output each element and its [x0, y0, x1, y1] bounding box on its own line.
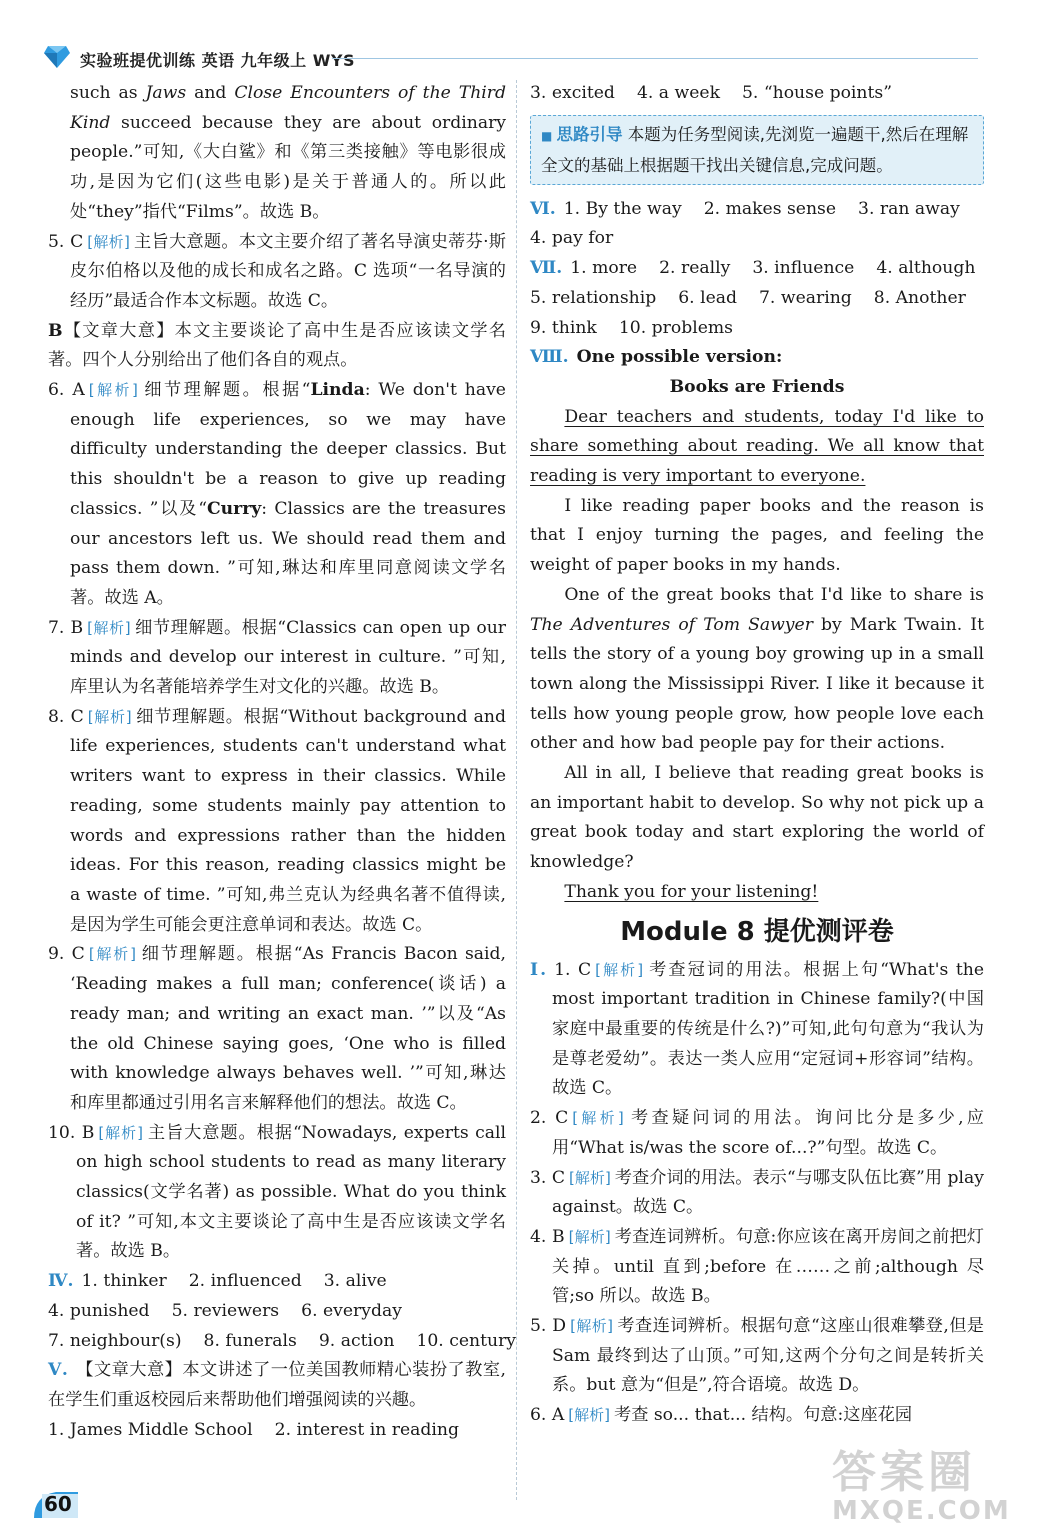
section-4-numeral: Ⅳ.: [48, 1271, 74, 1292]
section-5-summary: Ⅴ. 【文章大意】本文讲述了一位美国教师精心装扮了教室,在学生们重返校园后来帮助他们增强阅读的兴趣。: [48, 1360, 506, 1410]
passage-b-summary: B【文章大意】本文主要谈论了高中生是否应该读文学名著。四个人分别给出了他们各自的观点。: [48, 320, 506, 371]
column-divider: [516, 80, 517, 1500]
essay-paragraph-1: Dear teachers and students, today I'd like to share something about reading. We all know that reading is very important to everyone.: [530, 406, 984, 487]
analysis-tag: [ 解析 ]: [569, 1169, 611, 1187]
section-7-numeral: Ⅶ.: [530, 258, 563, 279]
watermark-bottom: MXQE.COM: [832, 1496, 1011, 1526]
left-column: [48, 79, 517, 1445]
analysis-tag: [ 解析 ]: [568, 1406, 610, 1424]
analysis-tag: [ 解析 ]: [570, 1317, 613, 1335]
hint-label: ■ 思路引导: [541, 125, 623, 144]
section-5-numeral: Ⅴ.: [48, 1360, 68, 1381]
section-4-row-2: 4. punished 5. reviewers 6. everyday: [48, 1300, 402, 1321]
answer-6: 6. A[ 解析 ] 细节理解题。根据“Linda: We don't have enough life experiences, so we may have difficulty understanding the deeper classics. But this shouldn't be a reason to give up reading classics. ”以及“Curry: Classics are the treasures our ancestors left us. We should read them and pass them down. ”可知,琳达和库里同意阅读文学名著。故选 A。: [48, 376, 506, 614]
header-rule: [332, 58, 978, 59]
module-section-1-numeral: Ⅰ.: [530, 959, 547, 980]
section-5-row-1: 1. James Middle School 2. interest in reading: [48, 1419, 459, 1440]
section-4-row-3: 7. neighbour(s) 8. funerals 9. action 10. century: [48, 1330, 517, 1351]
module-answer-1: Ⅰ. 1. C[ 解析 ] 考查冠词的用法。根据上句“What's the most important tradition in Chinese family?(中国家庭中最重要的传统是什么?)”可知,此句句意为“我认为是尊老爱幼”。表达一类人应用“定冠词+形容词”结构。故选 C。: [530, 956, 984, 1105]
page-number: 60: [44, 1492, 72, 1516]
answer-4-continued: such as Jaws and Close Encounters of the Third Kind succeed because they are about ordinary people.”可知,《大白鲨》和《第三类接触》等电影很成功,是因为它们(这些电影)是关于普通人的。所以此处“they”指代“Films”。故选 B。: [70, 83, 506, 222]
hint-text: 本题为任务型阅读,先浏览一遍题干,然后在理解全文的基础上根据题干找出关键信息,完成问题。: [541, 124, 969, 175]
section-6-row-1: Ⅵ. 1. By the way 2. makes sense 3. ran away: [530, 198, 960, 219]
section-7-row-3: 9. think 10. problems: [530, 317, 733, 338]
watermark-top: 答案圈: [832, 1447, 976, 1498]
analysis-tag: [ 解析 ]: [595, 961, 643, 979]
essay-title: Books are Friends: [669, 376, 845, 397]
hint-box: [530, 115, 984, 185]
section-6-row-2: 4. pay for: [530, 228, 614, 249]
gem-logo-icon: [44, 46, 70, 68]
module-answer-2: 2. C[ 解析 ] 考查疑问词的用法。询问比分是多少,应用“What is/was the score of...?”句型。故选 C。: [530, 1104, 984, 1163]
module-title: Module 8 提优测评卷: [620, 916, 894, 947]
module-answer-4: 4. B[ 解析 ] 考查连词辨析。句意:你应该在离开房间之前把灯关掉。until 直到;before 在……之前;although 尽管;so 所以。故选 B。: [530, 1223, 984, 1312]
answer-10: 10. B[ 解析 ] 主旨大意题。根据“Nowadays, experts call on high school students to read as many literary classics(文学名著) as possible. What do you think of it? ”可知,本文主要谈论了高中生是否应该读文学名著。故选 B。: [48, 1119, 506, 1268]
essay-paragraph-2: I like reading paper books and the reason is that I enjoy turning the pages, and feeling the weight of paper books in my hands.: [530, 495, 984, 576]
header-title: 实验班提优训练 英语 九年级上 WYS: [80, 51, 355, 70]
analysis-tag: [ 解析 ]: [88, 708, 132, 726]
essay-paragraph-3: One of the great books that I'd like to share is The Adventures of Tom Sawyer by Mark Twain. It tells the story of a young boy growing up in a small town along the Mississippi River. I like it because it tells how young people grow, how people love each other and how bad people pay for their actions.: [530, 584, 984, 754]
answer-9: 9. C[ 解析 ] 细节理解题。根据“As Francis Bacon said, ‘Reading makes a full man; conference(谈话) a ready man; and writing an exact man. ’”以及“As the old Chinese saying goes, ‘One who is filled with knowledge always behaves well. ’”可知,琳达和库里都通过引用名言来解释他们的想法。故选 C。: [48, 940, 506, 1118]
answer-8: 8. C[ 解析 ] 细节理解题。根据“Without background and life experiences, students can't understand what writers want to express in their classics. While reading, some students mainly pay attention to words and expressions rather than the hidden ideas. For this reason, reading classics might be a waste of time. ”可知,弗兰克认为经典名著不值得读,是因为学生可能会更注意单词和表达。故选 C。: [48, 703, 506, 941]
section-7-row-2: 5. relationship 6. lead 7. wearing 8. Another: [530, 287, 966, 308]
analysis-tag: [ 解析 ]: [87, 233, 130, 251]
essay-paragraph-4: All in all, I believe that reading great books is an important habit to develop. So why not pick up a great book today and start exploring the world of knowledge?: [530, 763, 984, 873]
module-answer-6: 6. A[ 解析 ] 考查 so... that... 结构。句意:这座花园: [530, 1401, 984, 1431]
watermark-logo: [832, 1447, 1022, 1530]
section-7-row-1: Ⅶ. 1. more 2. really 3. influence 4. although: [530, 258, 976, 279]
module-answer-3: 3. C[ 解析 ] 考查介词的用法。表示“与哪支队伍比赛”用 play against。故选 C。: [530, 1164, 984, 1223]
page-header: [30, 40, 980, 74]
module-answer-5: 5. D[ 解析 ] 考查连词辨析。根据句意“这座山很难攀登,但是 Sam 最终到达了山顶。”可知,这两个分句之间是转折关系。but 意为“但是”,符合语境。故选 D。: [530, 1312, 984, 1401]
analysis-tag: [ 解析 ]: [98, 1124, 143, 1142]
section-4-row-1: Ⅳ. 1. thinker 2. influenced 3. alive: [48, 1271, 387, 1292]
analysis-tag: [ 解析 ]: [569, 1228, 611, 1246]
section-8-label: Ⅷ. One possible version:: [530, 347, 783, 368]
right-column: [530, 79, 984, 1431]
analysis-tag: [ 解析 ]: [572, 1109, 623, 1127]
analysis-tag: [ 解析 ]: [89, 945, 136, 963]
essay-paragraph-5: Thank you for your listening!: [564, 881, 819, 902]
answer-7: 7. B[ 解析 ] 细节理解题。根据“Classics can open up our minds and develop our interest in culture. ”可知,库里认为名著能培养学生对文化的兴趣。故选 B。: [48, 614, 506, 703]
section-6-numeral: Ⅵ.: [530, 198, 556, 219]
analysis-tag: [ 解析 ]: [87, 619, 130, 637]
section-8-numeral: Ⅷ.: [530, 347, 569, 368]
analysis-tag: [ 解析 ]: [89, 381, 138, 399]
answer-5: 5. C[ 解析 ] 主旨大意题。本文主要介绍了著名导演史蒂芬·斯皮尔伯格以及他的成长和成名之路。C 选项“一名导演的经历”最适合作本文标题。故选 C。: [48, 228, 506, 317]
section-5-row-2: 3. excited 4. a week 5. “house points”: [530, 83, 893, 103]
